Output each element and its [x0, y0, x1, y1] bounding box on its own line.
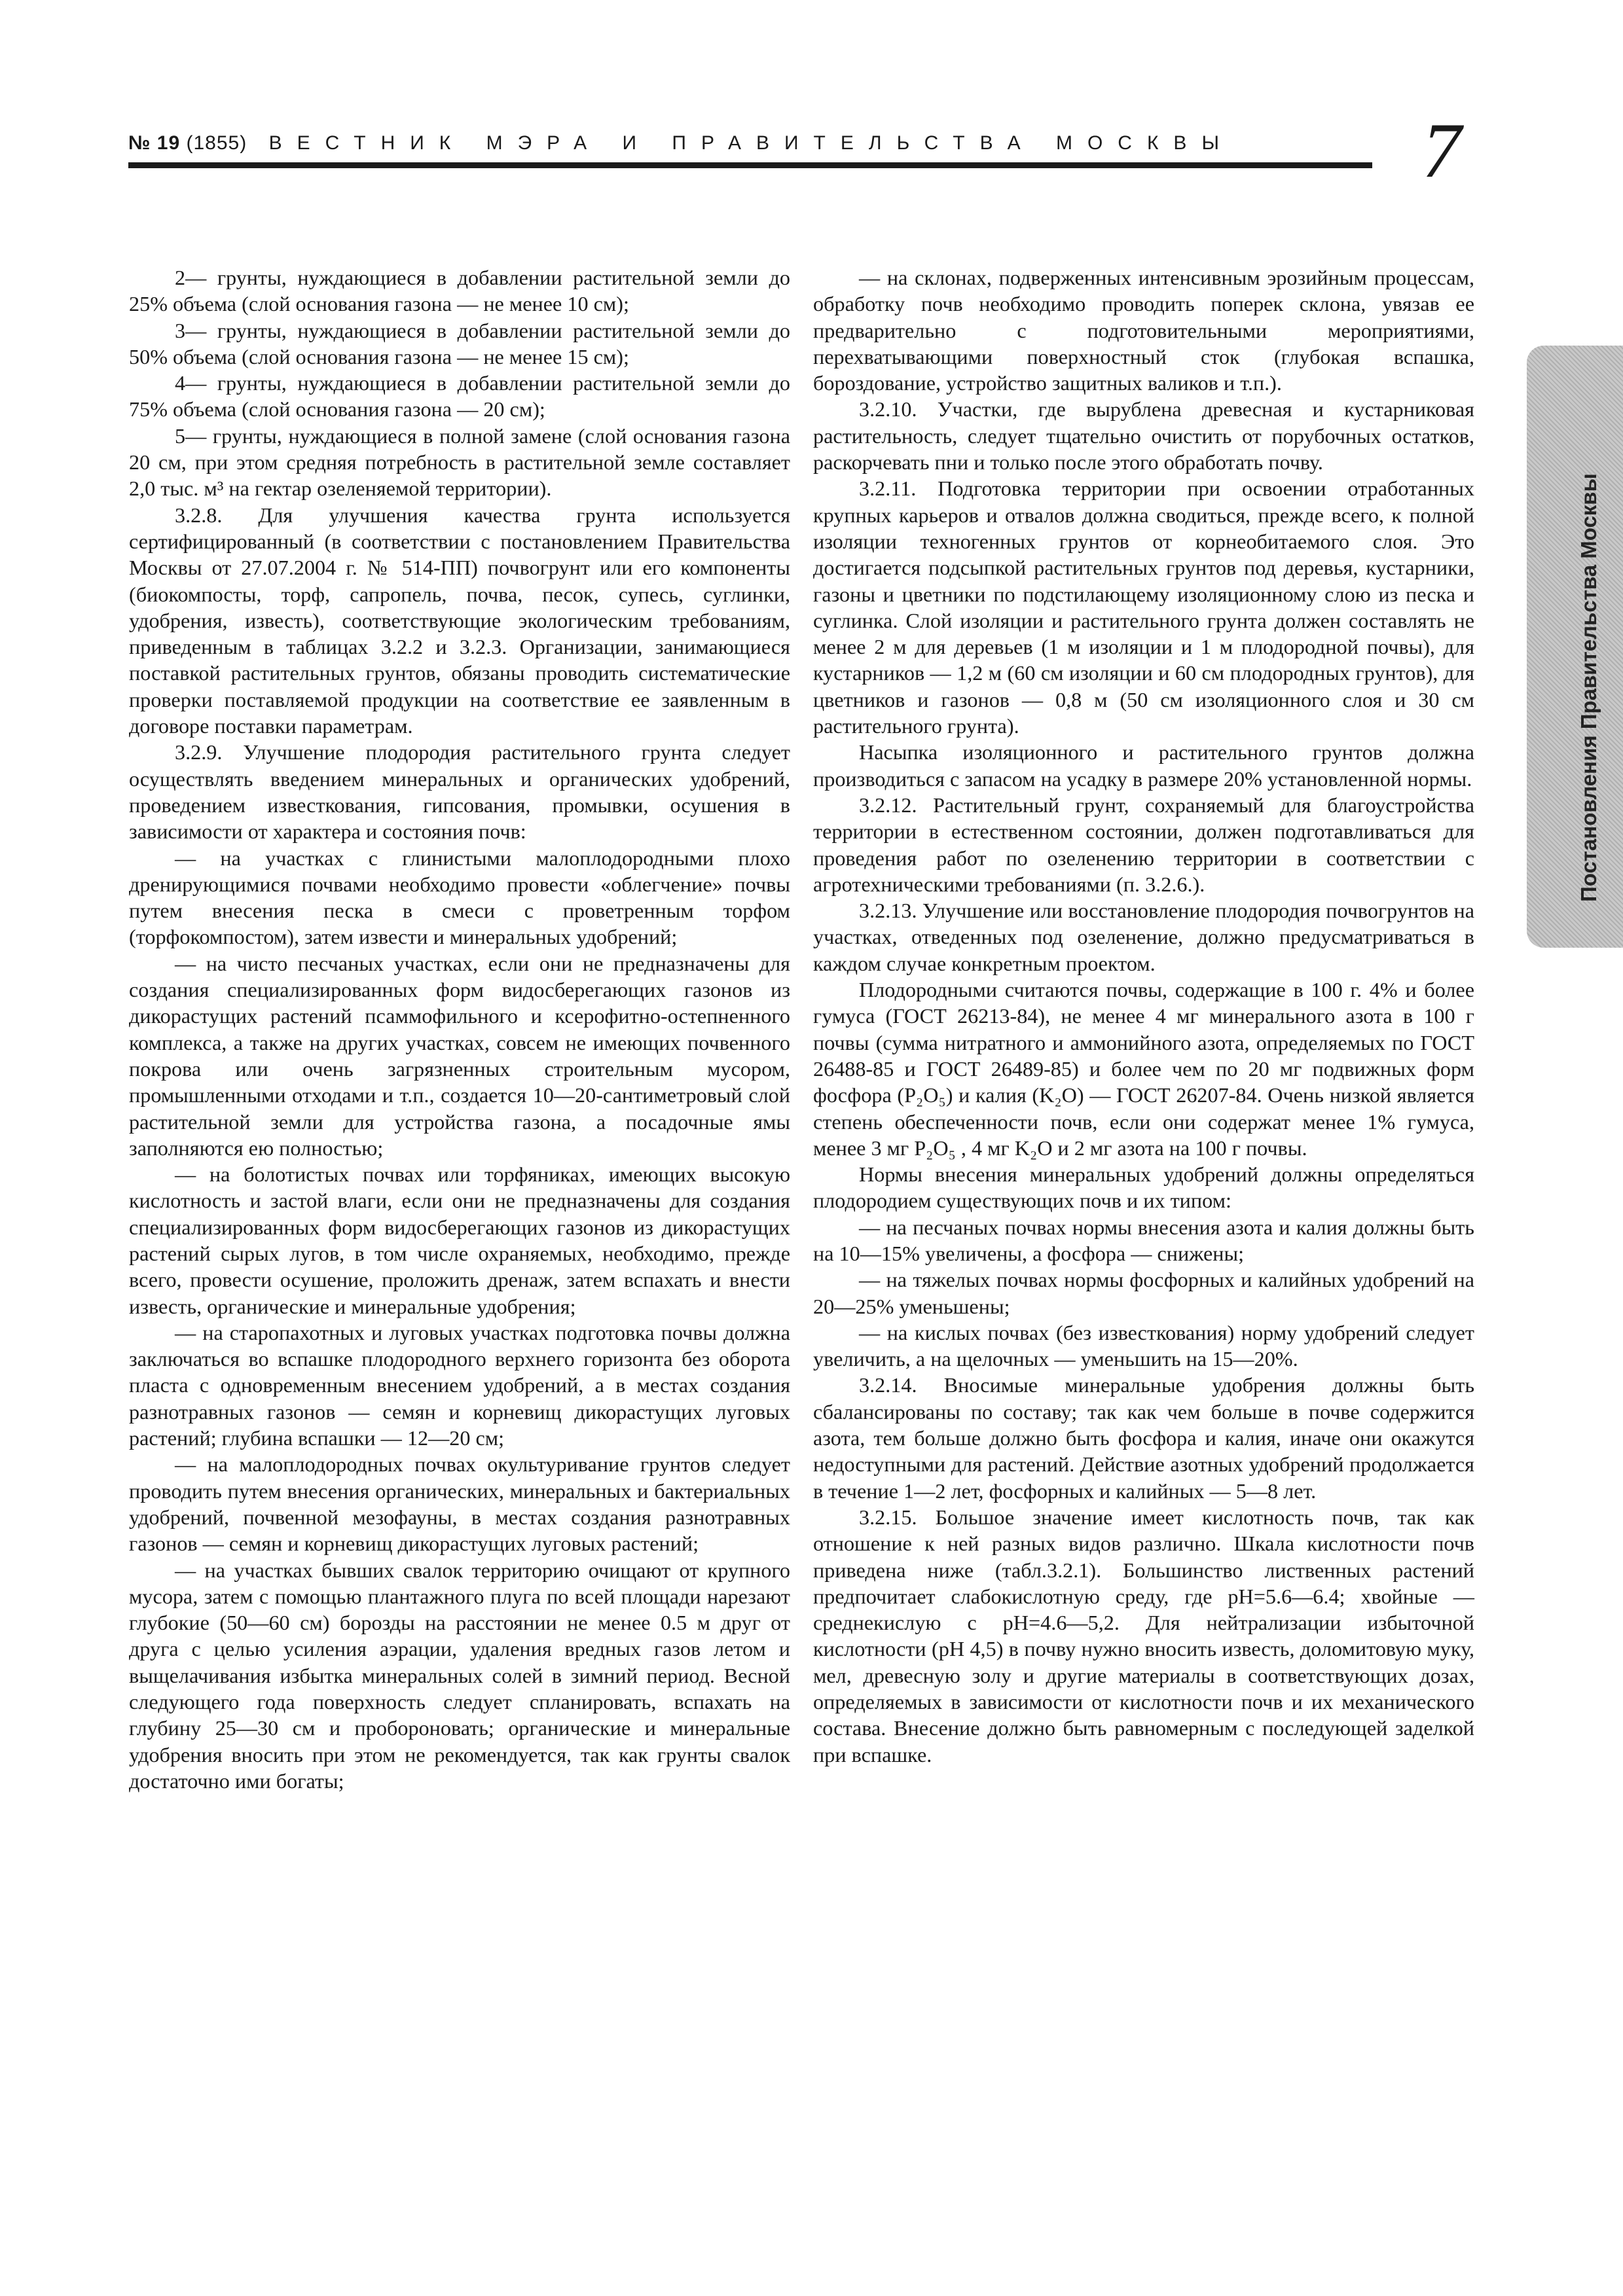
page-number: 7 [1422, 107, 1461, 194]
paragraph: 3.2.8. Для улучшения качества грунта используется сертифицированный (в соответствии с постановлением Правительства Москвы от 27.07.2004 г. № 514-ПП) почвогрунт или его компоненты (биокомпосты, торф, сапропель, почва, песок, супесь, суглинки, удобрения, известь), соответствующие экологическим требованиям, приведенным в таблицах 3.2.2 и 3.2.3. Организации, занимающиеся поставкой растительных грунтов, обязаны проводить систематические проверки поставляемой продукции на соответствие ее заявленным в договоре поставки параметрам. [129, 503, 790, 738]
paragraph: Насыпка изоляционного и растительного грунтов должна производиться с запасом на усадку в размере 20% установленной нормы. [813, 740, 1474, 791]
paragraph: — на склонах, подверженных интенсивным эрозийным процессам, обработку почв необходимо проводить поперек склона, увязав ее предварительно с подготовительными мероприятиями, перехватывающими поверхностный сток (глубокая вспашка, бороздование, устройство защитных валиков и т.п.). [813, 266, 1474, 395]
paragraph: — на участках бывших свалок территорию очищают от крупного мусора, затем с помощью плантажного плуга по всей площади нарезают глубокие (50—60 см) борозды на расстоянии не менее 0.5 м друг от друга с целью усиления аэрации, удаления вредных газов летом и выщелачивания избытка минеральных солей в зимний период. Весной следующего года поверхность следует спланировать, вспахать на глубину 25—30 см и пробороновать; органические и минеральные удобрения вносить при этом не рекомендуется, так как грунты свалок достаточно ими богаты; [129, 1558, 790, 1793]
left-column [129, 264, 790, 1794]
paragraph: — на болотистых почвах или торфяниках, имеющих высокую кислотность и застой влаги, если они не предназначены для создания специализированных форм видосберегающих газонов из дикорастущих растений сырых лугов, в том числе охраняемых, необходимо, прежде всего, провести осушение, проложить дренаж, затем вспахать и внести известь, органические и минеральные удобрения; [129, 1162, 790, 1318]
paragraph: — на участках с глинистыми малоплодородными плохо дренирующимися почвами необходимо провести «облегчение» почвы путем внесения песка в смеси с проветренным торфом (торфокомпостом), затем извести и минеральных удобрений; [129, 846, 790, 949]
paragraph: 3.2.12. Растительный грунт, сохраняемый для благоустройства территории в естественном состоянии, должен подготавливаться для проведения работ по озеленению территории в соответствии с агротехническими требованиями (п. 3.2.6.). [813, 793, 1474, 896]
paragraph: Плодородными считаются почвы, содержащие в 100 г. 4% и более гумуса (ГОСТ 26213-84), не менее 4 мг минерального азота в 100 г почвы (сумма нитратного и аммонийного азота, определяемых по ГОСТ 26488-85 и ГОСТ 26489-85) и более чем по 20 мг подвижных форм фосфора (P₂O₅) и калия (K₂O) — ГОСТ 26207-84. Очень низкой является степень обеспеченности почв, если они содержат менее 1% гумуса, менее 3 мг P₂O₅ , 4 мг K₂O и 2 мг азота на 100 г почвы. [813, 978, 1474, 1160]
section-side-label: Постановления Правительства Москвы [1577, 473, 1601, 902]
issue-number: № 19 [128, 132, 181, 154]
right-column [813, 264, 1474, 1768]
paragraph: — на малоплодородных почвах окультуривание грунтов следует проводить путем внесения органических, минеральных и бактериальных удобрений, почвенной мезофауны, в местах создания разнотравных газонов — семян и корневищ дикорастущих луговых растений; [129, 1452, 790, 1556]
header-rule [128, 162, 1372, 168]
journal-title: ВЕСТНИК МЭРА И ПРАВИТЕЛЬСТВА МОСКВЫ [268, 132, 1234, 154]
header-text [128, 132, 1234, 154]
paragraph: — на чисто песчаных участках, если они не предназначены для создания специализированных форм видосберегающих газонов из дикорастущих растений псаммофильного и ксерофитно-остепненного комплекса, а также на других участках, совсем не имеющих почвенного покрова или очень загрязненных строительным мусором, промышленными отходами и т.п., создается 10—20-сантиметровый слой растительной земли для устройства газона, а посадочные ямы заполняются ею полностью; [129, 951, 790, 1160]
paragraph: 3— грунты, нуждающиеся в добавлении растительной земли до 50% объема (слой основания газона — не менее 15 см); [129, 318, 790, 368]
paragraph: 3.2.14. Вносимые минеральные удобрения должны быть сбалансированы по составу; так как чем больше в почве содержится азота, тем больше должно быть фосфора и калия, иначе они окажутся недоступными для растений. Действие азотных удобрений продолжается в течение 1—2 лет, фосфорных и калийных — 5—8 лет. [813, 1373, 1474, 1503]
paragraph: — на песчаных почвах нормы внесения азота и калия должны быть на 10—15% увеличены, а фосфора — снижены; [813, 1215, 1474, 1265]
paragraph: 3.2.13. Улучшение или восстановление плодородия почвогрунтов на участках, отведенных под озеленение, должно предусматриваться в каждом случае конкретным проектом. [813, 899, 1474, 975]
paragraph: Нормы внесения минеральных удобрений должны определяться плодородием существующих почв и их типом: [813, 1162, 1474, 1213]
paragraph: — на тяжелых почвах нормы фосфорных и калийных удобрений на 20—25% уменьшены; [813, 1268, 1474, 1318]
paragraph: — на кислых почвах (без известкования) норму удобрений следует увеличить, а на щелочных — уменьшить на 15—20%. [813, 1320, 1474, 1371]
paragraph: 4— грунты, нуждающиеся в добавлении растительной земли до 75% объема (слой основания газона — 20 см); [129, 371, 790, 422]
paragraph: 3.2.15. Большое значение имеет кислотность почв, так как отношение к ней разных видов различно. Шкала кислотности почв приведена ниже (табл.3.2.1). Большинство лиственных растений предпочитает слабокислотную среду, где pH=5.6—6.4; хвойные — среднекислую с pH=4.6—5,2. Для нейтрализации избыточной кислотности (pH 4,5) в почву нужно вносить известь, доломитовую муку, мел, древесную золу и другие материалы в соответствующих дозах, определяемых в зависимости от кислотности почв и их механического состава. Внесение должно быть равномерным с последующей заделкой при вспашке. [813, 1505, 1474, 1767]
section-side-tab [1527, 346, 1623, 948]
page-header [128, 130, 1372, 169]
paragraph: 2— грунты, нуждающиеся в добавлении растительной земли до 25% объема (слой основания газона — не менее 10 см); [129, 266, 790, 316]
paragraph: 3.2.10. Участки, где вырублена древесная и кустарниковая растительность, следует тщательно очистить от порубочных остатков, раскорчевать пни и только после этого обработать почву. [813, 397, 1474, 475]
paragraph: 3.2.9. Улучшение плодородия растительного грунта следует осуществлять введением минеральных и органических удобрений, проведением известкования, гипсования, промывки, осушения в зависимости от характера и состояния почв: [129, 740, 790, 844]
paragraph: 5— грунты, нуждающиеся в полной замене (слой основания газона 20 см, при этом средняя потребность в растительной земле составляет 2,0 тыс. м³ на гектар озеленяемой территории). [129, 423, 790, 501]
paragraph: 3.2.11. Подготовка территории при освоении отработанных крупных карьеров и отвалов должна сводиться, прежде всего, к полной изоляции техногенных грунтов от корнеобитаемого слоя. Это достигается подсыпкой растительных грунтов под деревья, кустарники, газоны и цветники по подстилающему изоляционному слою из песка и суглинка. Слой изоляции и растительного грунта должен составлять не менее 2 м для деревьев (1 м изоляции и 1 м плодородной почвы), для кустарников — 1,2 м (60 см изоляции и 60 см плодородных грунтов), для цветников и газонов — 0,8 м (50 см изоляционного слоя и 30 см растительного грунта). [813, 476, 1474, 738]
issue-year: (1855) [186, 132, 247, 154]
paragraph: — на старопахотных и луговых участках подготовка почвы должна заключаться во вспашке плодородного верхнего горизонта без оборота пласта с одновременным внесением удобрений, а в местах создания разнотравных газонов — семян и корневищ дикорастущих луговых растений; глубина вспашки — 12—20 см; [129, 1320, 790, 1450]
